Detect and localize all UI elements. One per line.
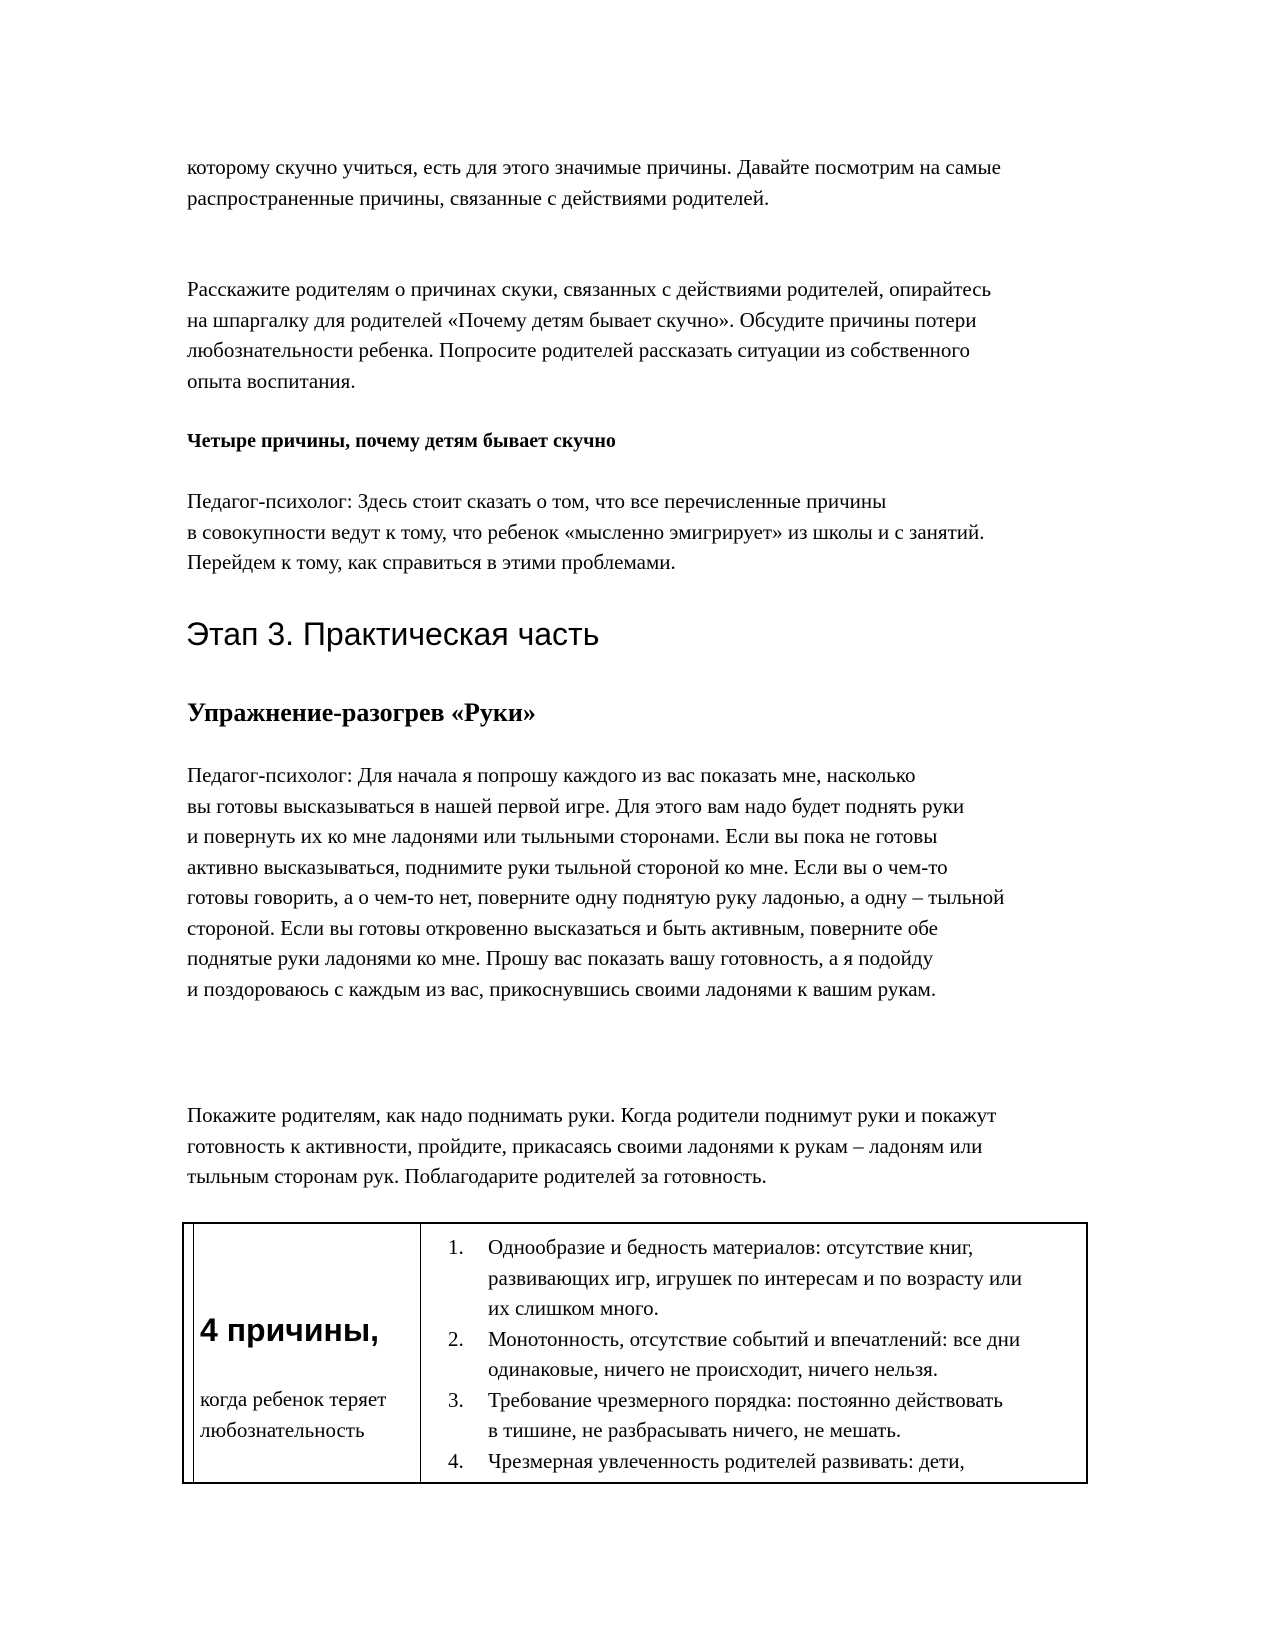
intro-paragraph — [187, 152, 1087, 213]
reason-item-2 — [448, 1324, 1078, 1385]
text-line: готовность к активности, пройдите, прикасаясь своими ладонями к рукам – ладоням или — [187, 1133, 983, 1158]
text-line: которому скучно учиться, есть для этого значимые причины. Давайте посмотрим на самые — [187, 155, 1001, 179]
text-line: распространенные причины, связанные с действиями родителей. — [187, 185, 770, 210]
text-line: Требование чрезмерного порядка: постоянно действовать — [488, 1387, 1003, 1412]
text-line: активно высказываться, поднимите руки тыльной стороной ко мне. Если вы о чем-то — [187, 854, 948, 879]
reason-item-3 — [448, 1385, 1078, 1446]
psychologist-paragraph-2 — [187, 760, 1087, 1004]
reason-number: 2. — [448, 1326, 464, 1351]
reasons-list — [448, 1232, 1078, 1476]
text-line: Перейдем к тому, как справиться в этими проблемами. — [187, 550, 676, 574]
text-line: Однообразие и бедность материалов: отсутствие книг, — [488, 1235, 974, 1259]
text-line: Расскажите родителям о причинах скуки, связанных с действиями родителей, опирайтесь — [187, 277, 992, 301]
text-line: и поздороваюсь с каждым из вас, прикоснувшись своими ладонями к вашим рукам. — [187, 976, 937, 1001]
reason-item-4 — [448, 1446, 1078, 1477]
text-line: вы готовы высказываться в нашей первой игре. Для этого вам надо будет поднять руки — [187, 793, 965, 818]
text-line: любознательности ребенка. Попросите родителей рассказать ситуации из собственного — [187, 338, 970, 362]
table-column-divider — [420, 1224, 421, 1482]
stage-heading: Этап 3. Практическая часть — [186, 616, 600, 652]
text-line: на шпаргалку для родителей «Почему детям бывает скучно». Обсудите причины потери — [187, 307, 977, 332]
table-left-cell — [198, 1224, 418, 1482]
text-line: поднятые руки ладонями ко мне. Прошу вас показать вашу готовность, а я подойду — [187, 946, 934, 970]
reason-number: 3. — [448, 1387, 464, 1412]
text-line: стороной. Если вы готовы откровенно высказаться и быть активным, поверните обе — [187, 915, 938, 940]
psychologist-paragraph-1 — [187, 486, 1087, 578]
text-line: в тишине, не разбрасывать ничего, не мешать. — [488, 1418, 902, 1442]
text-line: любознательность — [200, 1417, 365, 1442]
text-line: Покажите родителям, как надо поднимать руки. Когда родители поднимут руки и покажут — [187, 1103, 997, 1127]
reason-number: 4. — [448, 1448, 464, 1473]
text-line: одинаковые, ничего не происходит, ничего нельзя. — [488, 1357, 939, 1381]
text-line: в совокупности ведут к тому, что ребенок «мысленно эмигрирует» из школы и с занятий. — [187, 519, 985, 544]
table-right-cell — [448, 1232, 1078, 1476]
exercise-heading: Упражнение-разогрев «Руки» — [187, 698, 536, 727]
reason-item-1 — [448, 1232, 1078, 1324]
text-line: развивающих игр, игрушек по интересам и по возрасту или — [488, 1265, 1022, 1290]
text-line: когда ребенок теряет — [200, 1387, 387, 1411]
text-line: Чрезмерная увлеченность родителей развивать: дети, — [488, 1448, 965, 1473]
reasons-subtitle — [200, 1384, 386, 1445]
text-line: Педагог-психолог: Для начала я попрошу каждого из вас показать мне, насколько — [187, 763, 916, 787]
reasons-table — [182, 1222, 1088, 1484]
text-line: готовы говорить, а о чем-то нет, поверните одну поднятую руку ладонью, а одну – тыльной — [187, 885, 1005, 909]
reasons-count-title: 4 причины, — [200, 1312, 380, 1348]
instruction-paragraph-1 — [187, 274, 1087, 396]
table-inner-border — [193, 1224, 194, 1482]
text-line: Монотонность, отсутствие событий и впечатлений: все дни — [488, 1326, 1021, 1351]
reasons-heading: Четыре причины, почему детям бывает скучно — [187, 430, 616, 452]
text-line: их слишком много. — [488, 1296, 659, 1320]
instruction-paragraph-2 — [187, 1100, 1087, 1192]
text-line: Педагог-психолог: Здесь стоит сказать о том, что все перечисленные причины — [187, 489, 887, 513]
text-line: и повернуть их ко мне ладонями или тыльными сторонами. Если вы пока не готовы — [187, 824, 938, 848]
reason-number: 1. — [448, 1235, 464, 1259]
text-line: опыта воспитания. — [187, 368, 356, 393]
text-line: тыльным сторонам рук. Поблагодарите родителей за готовность. — [187, 1164, 767, 1188]
